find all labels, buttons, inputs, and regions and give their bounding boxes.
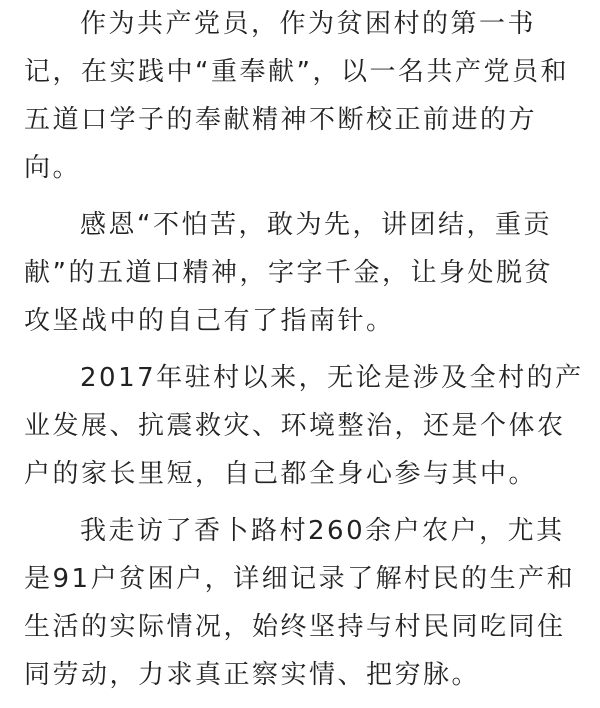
paragraph-line: 五道口学子的奉献精神不断校正前进的方 (24, 105, 538, 135)
paragraph-4 (24, 507, 584, 699)
paragraph-line: 同劳动，力求真正察实情、把穷脉。 (24, 660, 481, 690)
paragraph-line: 生活的实际情况，始终坚持与村民同吃同住 (24, 612, 566, 642)
article-body (24, 0, 584, 708)
paragraph-line: 我走访了香卜路村260余户农户，尤其 (80, 516, 565, 546)
paragraph-line: 是91户贫困户，详细记录了解村民的生产和 (24, 564, 576, 594)
paragraph-2 (24, 201, 584, 345)
paragraph-3 (24, 354, 584, 498)
paragraph-line: 向。 (24, 153, 82, 183)
paragraph-line: 记，在实践中“重奉献”，以一名共产党员和 (24, 57, 569, 87)
paragraph-line: 献”的五道口精神，字字千金，让身处脱贫 (24, 258, 553, 288)
paragraph-line: 作为共产党员，作为贫困村的第一书 (80, 9, 537, 39)
paragraph-1 (24, 0, 584, 192)
paragraph-line: 感恩“不怕苦，敢为先，讲团结，重贡 (80, 210, 552, 240)
paragraph-line: 2017年驻村以来，无论是涉及全村的产 (80, 363, 584, 393)
paragraph-line: 户的家长里短，自己都全身心参与其中。 (24, 459, 538, 489)
paragraph-line: 业发展、抗震救灾、环境整治，还是个体农 (24, 411, 566, 441)
paragraph-line: 攻坚战中的自己有了指南针。 (24, 306, 395, 336)
